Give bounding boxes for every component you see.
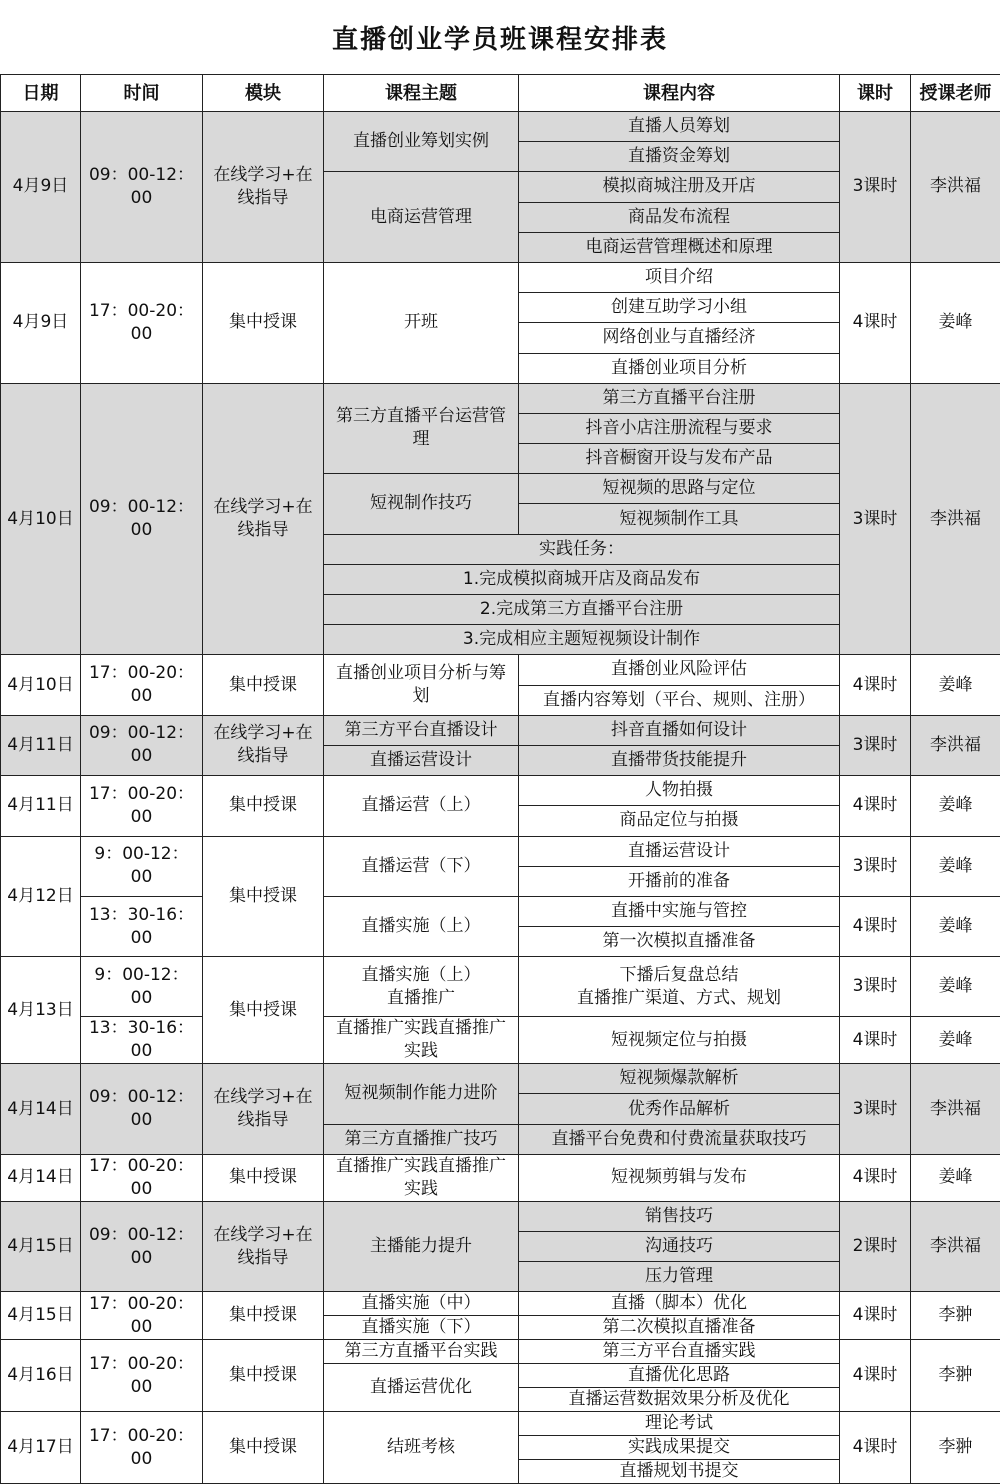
content-cell: 直播运营设计: [519, 836, 840, 866]
task-cell: 1.完成模拟商城开店及商品发布: [324, 564, 840, 594]
time-cell: 09：00-12：00: [81, 383, 203, 655]
date-cell: 4月17日: [1, 1412, 81, 1484]
time-cell: 09：00-12：00: [81, 1201, 203, 1292]
table-row: [1, 1292, 1000, 1316]
topic-cell: 开班: [324, 262, 519, 383]
date-cell: 4月11日: [1, 776, 81, 836]
topic-cell: 直播运营优化: [324, 1364, 519, 1412]
content-cell: 网络创业与直播经济: [519, 323, 840, 353]
topic-cell: 直播创业筹划实例: [324, 112, 519, 172]
hours-cell: 2课时: [840, 1201, 911, 1292]
table-row: [1, 1340, 1000, 1364]
teacher-cell: 姜峰: [911, 1154, 1000, 1201]
topic-cell: 直播运营（上）: [324, 776, 519, 836]
content-cell: 商品定位与拍摄: [519, 806, 840, 836]
date-cell: 4月9日: [1, 112, 81, 263]
content-cell: 理论考试: [519, 1412, 840, 1436]
task-cell: 实践任务：: [324, 534, 840, 564]
page-title: 直播创业学员班课程安排表: [0, 0, 1000, 74]
teacher-cell: 姜峰: [911, 655, 1000, 715]
hours-cell: 4课时: [840, 1154, 911, 1201]
module-cell: 在线学习+在线指导: [203, 112, 324, 263]
teacher-cell: 李洪福: [911, 715, 1000, 775]
content-cell: [519, 957, 840, 1017]
topic-line: 直播实施（上）: [328, 964, 514, 987]
content-cell: 直播创业风险评估: [519, 655, 840, 685]
teacher-cell: 李翀: [911, 1412, 1000, 1484]
teacher-cell: 姜峰: [911, 776, 1000, 836]
hours-cell: 3课时: [840, 1064, 911, 1155]
schedule-table: [0, 74, 1000, 1484]
topic-cell: 直播推广实践直播推广实践: [324, 1154, 519, 1201]
topic-cell: 直播实施（中）: [324, 1292, 519, 1316]
module-cell: 在线学习+在线指导: [203, 1201, 324, 1292]
time-cell: 17：00-20：00: [81, 776, 203, 836]
content-cell: 抖音直播如何设计: [519, 715, 840, 745]
table-row: [1, 776, 1000, 806]
table-row: [1, 262, 1000, 292]
topic-cell: 主播能力提升: [324, 1201, 519, 1292]
teacher-cell: 姜峰: [911, 836, 1000, 896]
date-cell: 4月13日: [1, 957, 81, 1064]
content-cell: 直播优化思路: [519, 1364, 840, 1388]
content-line: 直播推广渠道、方式、规划: [523, 987, 835, 1010]
table-row: [1, 836, 1000, 866]
topic-cell: 短视频制作能力进阶: [324, 1064, 519, 1124]
header-teacher: 授课老师: [911, 75, 1000, 112]
module-cell: 集中授课: [203, 776, 324, 836]
module-cell: 集中授课: [203, 836, 324, 957]
teacher-cell: 李洪福: [911, 383, 1000, 655]
content-cell: 实践成果提交: [519, 1436, 840, 1460]
teacher-cell: 姜峰: [911, 896, 1000, 956]
module-cell: 在线学习+在线指导: [203, 1064, 324, 1155]
hours-cell: 3课时: [840, 836, 911, 896]
content-cell: 商品发布流程: [519, 202, 840, 232]
time-cell: 13：30-16：00: [81, 896, 203, 956]
table-row: [1, 1412, 1000, 1436]
content-cell: 第一次模拟直播准备: [519, 927, 840, 957]
content-cell: 短视频定位与拍摄: [519, 1017, 840, 1064]
hours-cell: 4课时: [840, 776, 911, 836]
module-cell: 集中授课: [203, 262, 324, 383]
time-cell: 9：00-12：00: [81, 957, 203, 1017]
topic-cell: 第三方直播平台实践: [324, 1340, 519, 1364]
topic-cell: 直播实施（上）: [324, 896, 519, 956]
module-cell: 集中授课: [203, 1154, 324, 1201]
table-row: [1, 655, 1000, 685]
content-cell: 短视频的思路与定位: [519, 474, 840, 504]
teacher-cell: 李翀: [911, 1340, 1000, 1412]
content-cell: 直播规划书提交: [519, 1460, 840, 1484]
time-cell: 13：30-16：00: [81, 1017, 203, 1064]
module-cell: 集中授课: [203, 1340, 324, 1412]
teacher-cell: 姜峰: [911, 957, 1000, 1017]
hours-cell: 4课时: [840, 896, 911, 956]
time-cell: 17：00-20：00: [81, 1340, 203, 1412]
content-cell: 短视频爆款解析: [519, 1064, 840, 1094]
header-hours: 课时: [840, 75, 911, 112]
content-cell: 直播中实施与管控: [519, 896, 840, 926]
date-cell: 4月11日: [1, 715, 81, 775]
table-row: [1, 1201, 1000, 1231]
date-cell: 4月10日: [1, 655, 81, 715]
hours-cell: 4课时: [840, 1340, 911, 1412]
teacher-cell: 李洪福: [911, 1064, 1000, 1155]
date-cell: 4月14日: [1, 1064, 81, 1155]
date-cell: 4月15日: [1, 1201, 81, 1292]
content-cell: 直播内容筹划（平台、规则、注册）: [519, 685, 840, 715]
hours-cell: 3课时: [840, 715, 911, 775]
topic-line: 直播推广: [328, 987, 514, 1010]
table-row: [1, 957, 1000, 1017]
module-cell: 在线学习+在线指导: [203, 383, 324, 655]
content-cell: 第三方直播平台注册: [519, 383, 840, 413]
content-cell: 第二次模拟直播准备: [519, 1316, 840, 1340]
teacher-cell: 姜峰: [911, 262, 1000, 383]
time-cell: 09：00-12：00: [81, 112, 203, 263]
date-cell: 4月12日: [1, 836, 81, 957]
topic-cell: 直播实施（下）: [324, 1316, 519, 1340]
date-cell: 4月10日: [1, 383, 81, 655]
topic-cell: 第三方直播平台运营管理: [324, 383, 519, 474]
teacher-cell: 李翀: [911, 1292, 1000, 1340]
content-cell: 开播前的准备: [519, 866, 840, 896]
content-cell: 短视频制作工具: [519, 504, 840, 534]
content-cell: 优秀作品解析: [519, 1094, 840, 1124]
topic-cell: 结班考核: [324, 1412, 519, 1484]
hours-cell: 3课时: [840, 383, 911, 655]
module-cell: 集中授课: [203, 655, 324, 715]
content-cell: 模拟商城注册及开店: [519, 172, 840, 202]
topic-cell: 直播运营（下）: [324, 836, 519, 896]
time-cell: 09：00-12：00: [81, 1064, 203, 1155]
task-cell: 3.完成相应主题短视频设计制作: [324, 625, 840, 655]
content-cell: 创建互助学习小组: [519, 293, 840, 323]
hours-cell: 4课时: [840, 1017, 911, 1064]
teacher-cell: 姜峰: [911, 1017, 1000, 1064]
content-cell: 直播人员筹划: [519, 112, 840, 142]
table-row: [1, 1064, 1000, 1094]
hours-cell: 3课时: [840, 957, 911, 1017]
content-cell: 沟通技巧: [519, 1232, 840, 1262]
content-cell: 直播带货技能提升: [519, 745, 840, 775]
header-time: 时间: [81, 75, 203, 112]
teacher-cell: 李洪福: [911, 1201, 1000, 1292]
topic-cell: 第三方直播推广技巧: [324, 1124, 519, 1154]
content-cell: 压力管理: [519, 1262, 840, 1292]
header-date: 日期: [1, 75, 81, 112]
content-cell: 电商运营管理概述和原理: [519, 232, 840, 262]
table-row: [1, 1017, 1000, 1064]
time-cell: 17：00-20：00: [81, 1154, 203, 1201]
table-row: [1, 112, 1000, 142]
date-cell: 4月9日: [1, 262, 81, 383]
time-cell: 17：00-20：00: [81, 262, 203, 383]
module-cell: 集中授课: [203, 1292, 324, 1340]
time-cell: 9：00-12：00: [81, 836, 203, 896]
content-cell: 直播（脚本）优化: [519, 1292, 840, 1316]
time-cell: 17：00-20：00: [81, 1412, 203, 1484]
topic-cell: 直播推广实践直播推广实践: [324, 1017, 519, 1064]
date-cell: 4月15日: [1, 1292, 81, 1340]
table-row: [1, 715, 1000, 745]
topic-cell: 直播运营设计: [324, 745, 519, 775]
module-cell: 集中授课: [203, 957, 324, 1064]
content-cell: 项目介绍: [519, 262, 840, 292]
topic-cell: 直播创业项目分析与筹划: [324, 655, 519, 715]
date-cell: 4月14日: [1, 1154, 81, 1201]
time-cell: 09：00-12：00: [81, 715, 203, 775]
teacher-cell: 李洪福: [911, 112, 1000, 263]
task-cell: 2.完成第三方直播平台注册: [324, 595, 840, 625]
content-cell: 直播运营数据效果分析及优化: [519, 1388, 840, 1412]
table-row: [1, 896, 1000, 926]
topic-cell: 短视制作技巧: [324, 474, 519, 534]
table-row: [1, 1154, 1000, 1201]
table-row: [1, 383, 1000, 413]
hours-cell: 4课时: [840, 262, 911, 383]
topic-cell: 电商运营管理: [324, 172, 519, 263]
module-cell: 在线学习+在线指导: [203, 715, 324, 775]
time-cell: 17：00-20：00: [81, 1292, 203, 1340]
hours-cell: 3课时: [840, 112, 911, 263]
content-cell: 抖音小店注册流程与要求: [519, 413, 840, 443]
content-line: 下播后复盘总结: [523, 964, 835, 987]
hours-cell: 4课时: [840, 1412, 911, 1484]
header-content: 课程内容: [519, 75, 840, 112]
topic-cell: 第三方平台直播设计: [324, 715, 519, 745]
header-module: 模块: [203, 75, 324, 112]
hours-cell: 4课时: [840, 655, 911, 715]
content-cell: 销售技巧: [519, 1201, 840, 1231]
header-topic: 课程主题: [324, 75, 519, 112]
hours-cell: 4课时: [840, 1292, 911, 1340]
date-cell: 4月16日: [1, 1340, 81, 1412]
content-cell: 第三方平台直播实践: [519, 1340, 840, 1364]
content-cell: 直播创业项目分析: [519, 353, 840, 383]
content-cell: 直播平台免费和付费流量获取技巧: [519, 1124, 840, 1154]
content-cell: 人物拍摄: [519, 776, 840, 806]
time-cell: 17：00-20：00: [81, 655, 203, 715]
content-cell: 抖音橱窗开设与发布产品: [519, 444, 840, 474]
module-cell: 集中授课: [203, 1412, 324, 1484]
topic-cell: [324, 957, 519, 1017]
table-header-row: [1, 75, 1000, 112]
content-cell: 直播资金筹划: [519, 142, 840, 172]
content-cell: 短视频剪辑与发布: [519, 1154, 840, 1201]
